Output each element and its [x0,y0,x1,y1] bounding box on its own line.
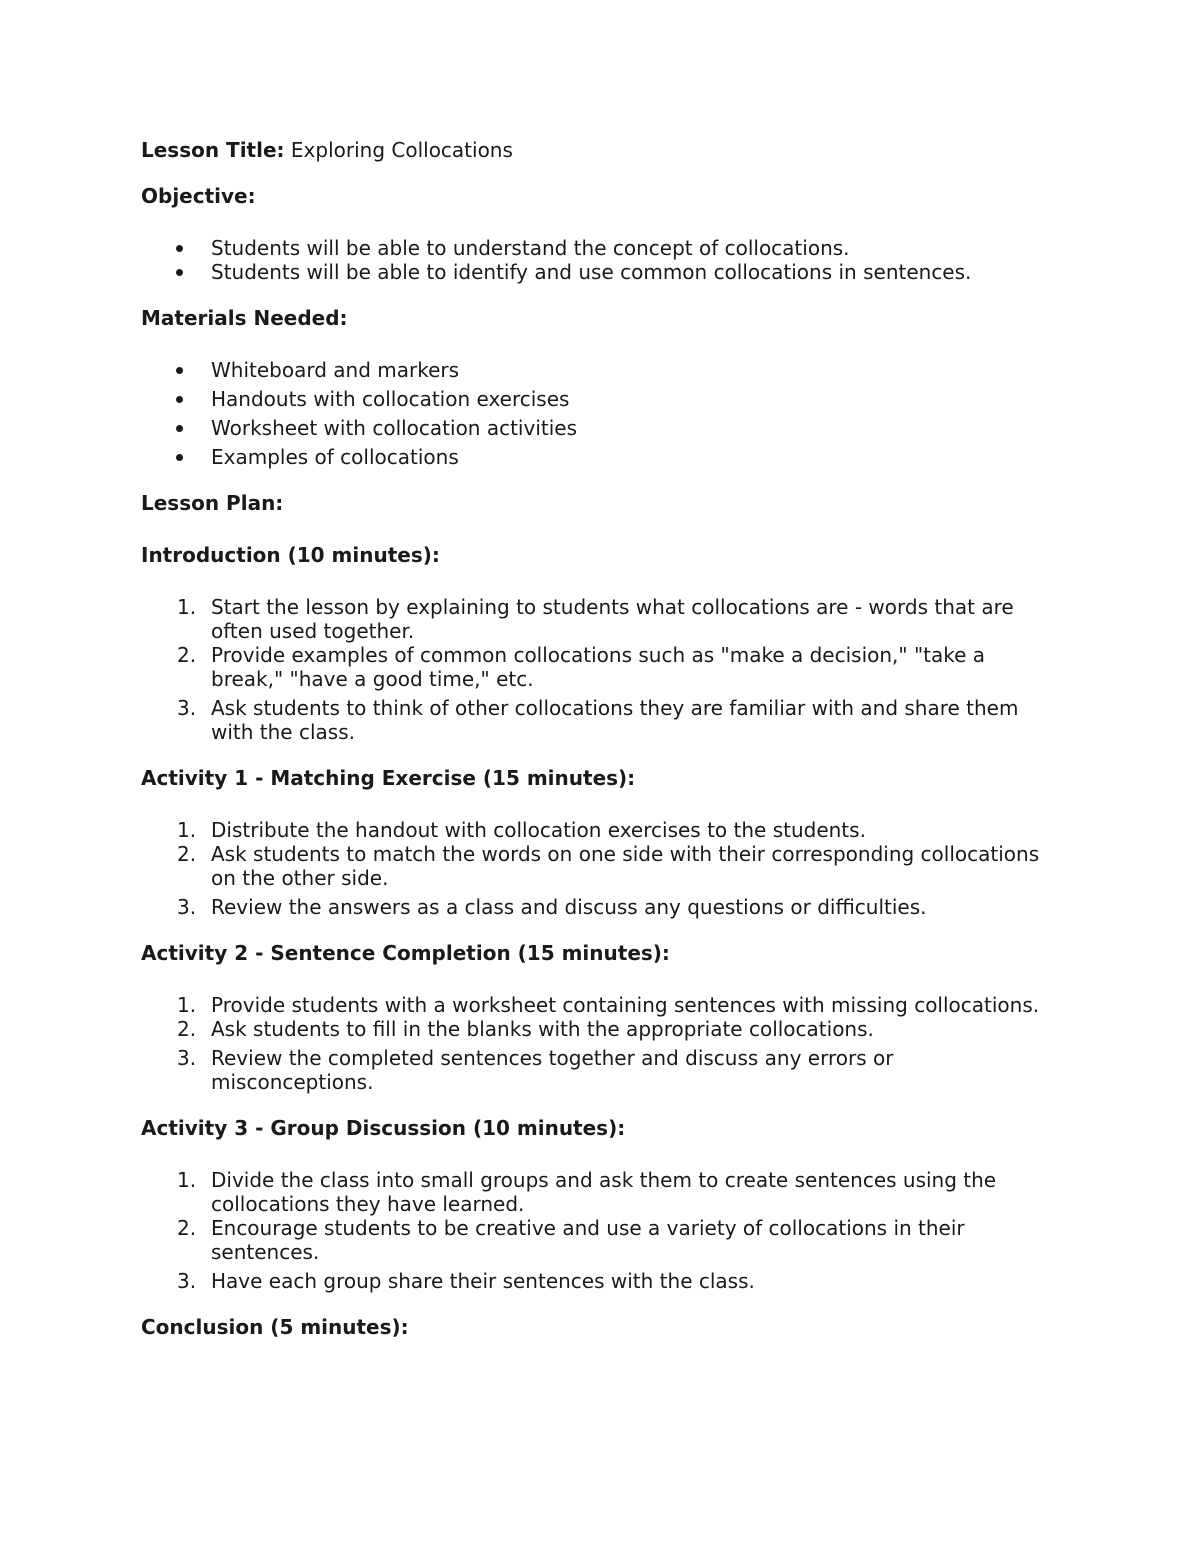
list-item [141,818,1061,842]
list-item [141,1046,1061,1094]
list-item-text: Start the lesson by explaining to students what collocations are - words that are often used together. [211,595,1014,643]
list-item: Handouts with collocation exercises [141,387,1061,411]
list-item [141,993,1061,1017]
list-item-text: Encourage students to be creative and use a variety of collocations in their sentences. [211,1216,965,1264]
list-item [141,595,1061,643]
activity1-list [141,818,1061,919]
objective-heading: Objective: [141,184,256,208]
list-number: 3. [177,1269,197,1293]
list-number: 1. [177,818,197,842]
list-item-text: Review the completed sentences together and discuss any errors or misconceptions. [211,1046,894,1094]
objective-list [141,236,1061,284]
lesson-plan-heading: Lesson Plan: [141,491,284,515]
list-item [141,1269,1061,1293]
list-number: 2. [177,643,197,667]
activity3-heading: Activity 3 - Group Discussion (10 minutes): [141,1116,626,1140]
list-item-text: Ask students to think of other collocations they are familiar with and share them with the class. [211,696,1019,744]
list-item-text: Provide students with a worksheet containing sentences with missing collocations. [211,993,1040,1017]
materials-list [141,358,1061,469]
list-number: 2. [177,842,197,866]
list-item-text: Distribute the handout with collocation exercises to the students. [211,818,866,842]
list-item-text: Have each group share their sentences with the class. [211,1269,755,1293]
list-number: 2. [177,1216,197,1240]
list-item [141,1216,1061,1264]
list-item [141,1017,1061,1041]
list-item-text: Divide the class into small groups and ask them to create sentences using the collocations they have learned. [211,1168,997,1216]
list-number: 1. [177,1168,197,1192]
document-page [141,138,1061,1367]
list-item-text: Ask students to fill in the blanks with the appropriate collocations. [211,1017,874,1041]
list-number: 3. [177,696,197,720]
activity3-list [141,1168,1061,1293]
list-item: Students will be able to identify and use common collocations in sentences. [141,260,1061,284]
list-item-text: Ask students to match the words on one side with their corresponding collocations on the other side. [211,842,1040,890]
list-item-text: Review the answers as a class and discuss any questions or difficulties. [211,895,927,919]
list-number: 1. [177,595,197,619]
list-number: 3. [177,895,197,919]
list-item [141,842,1061,890]
list-item [141,696,1061,744]
list-item [141,895,1061,919]
list-item-text: Provide examples of common collocations such as "make a decision," "take a break," "have a good time," etc. [211,643,986,691]
introduction-list [141,595,1061,744]
list-number: 2. [177,1017,197,1041]
lesson-title-label: Lesson Title: [141,138,285,162]
activity1-heading: Activity 1 - Matching Exercise (15 minutes): [141,766,636,790]
list-item: Worksheet with collocation activities [141,416,1061,440]
list-item [141,1168,1061,1216]
conclusion-heading: Conclusion (5 minutes): [141,1315,409,1339]
activity2-list [141,993,1061,1094]
lesson-title-value: Exploring Collocations [284,138,513,162]
materials-heading: Materials Needed: [141,306,348,330]
introduction-heading: Introduction (10 minutes): [141,543,440,567]
list-item [141,643,1061,691]
list-number: 1. [177,993,197,1017]
list-number: 3. [177,1046,197,1070]
list-item: Students will be able to understand the concept of collocations. [141,236,1061,260]
list-item: Examples of collocations [141,445,1061,469]
lesson-title [141,138,1061,162]
activity2-heading: Activity 2 - Sentence Completion (15 minutes): [141,941,670,965]
list-item: Whiteboard and markers [141,358,1061,382]
